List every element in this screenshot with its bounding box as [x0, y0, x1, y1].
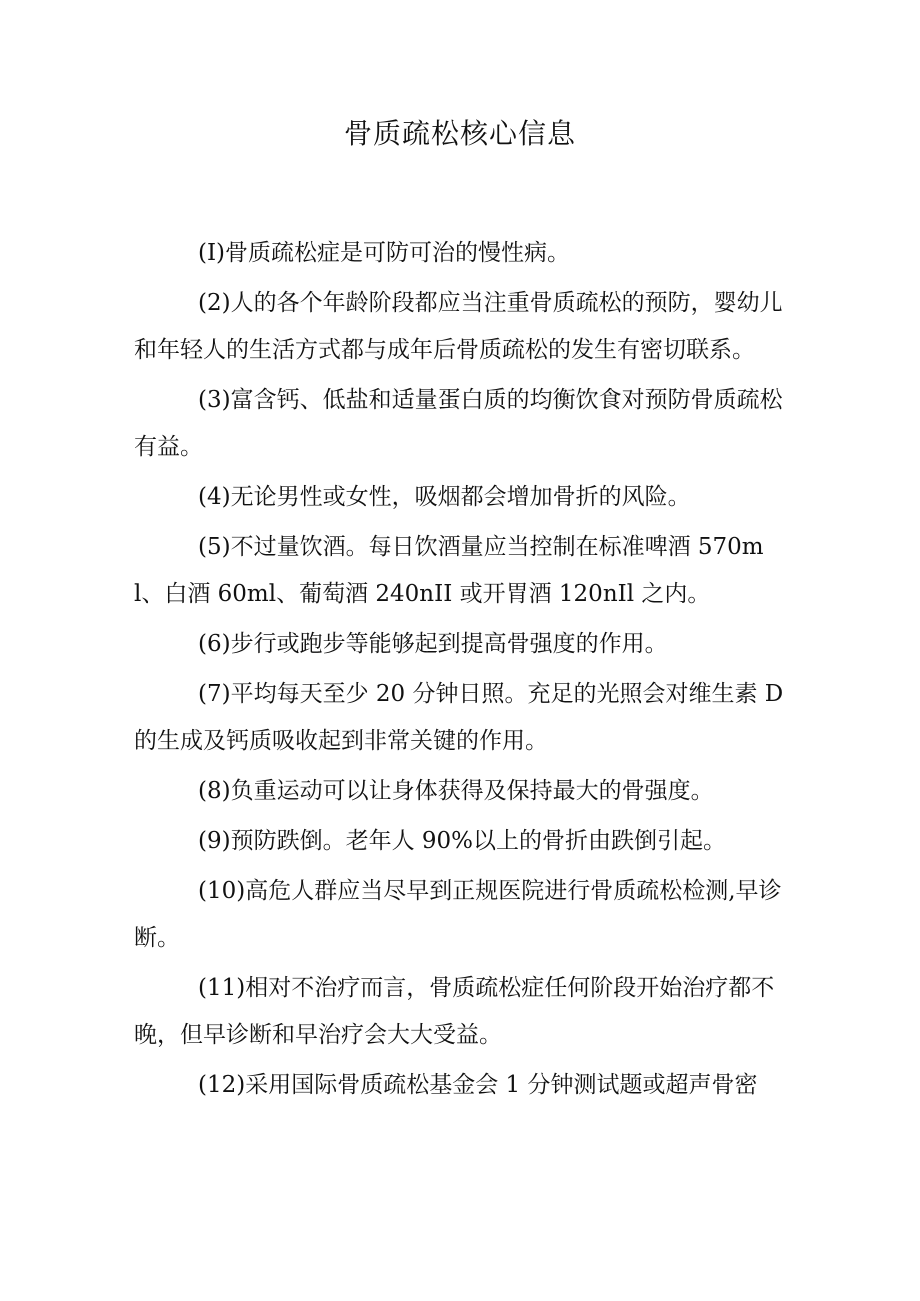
paragraph-2: (2)人的各个年龄阶段都应当注重骨质疏松的预防，婴幼儿和年轻人的生活方式都与成年后骨质疏松的发生有密切联系。	[134, 290, 783, 363]
paragraph-10: (10)高危人群应当尽早到正规医院进行骨质疏松检测,早诊断。	[134, 878, 782, 951]
paragraph-11: (11)相对不治疗而言，骨质疏松症任何阶段开始治疗都不晚，但早诊断和早治疗会大大受益。	[134, 975, 775, 1048]
paragraph-8: (8)负重运动可以让身体获得及保持最大的骨强度。	[198, 778, 714, 804]
paragraph-6: (6)步行或跑步等能够起到提高骨强度的作用。	[198, 631, 668, 657]
paragraph-4: (4)无论男性或女性，吸烟都会增加骨折的风险。	[198, 484, 691, 510]
document-body	[134, 230, 790, 1112]
paragraph-1: (I)骨质疏松症是可防可治的慢性病。	[198, 240, 571, 266]
paragraph-7: (7)平均每天至少 20 分钟日照。充足的光照会对维生素 D 的生成及钙质吸收起到非常关键的作用。	[134, 681, 784, 754]
paragraph-3: (3)富含钙、低盐和适量蛋白质的均衡饮食对预防骨质疏松有益。	[134, 387, 783, 460]
paragraph-9: (9)预防跌倒。老年人 90%以上的骨折由跌倒引起。	[198, 828, 727, 854]
paragraph-12: (12)采用国际骨质疏松基金会 1 分钟测试题或超声骨密	[198, 1072, 758, 1098]
document-title: 骨质疏松核心信息	[343, 117, 576, 150]
paragraph-5: (5)不过量饮酒。每日饮酒量应当控制在标准啤酒 570ml、白酒 60ml、葡萄酒 240nII 或开胃酒 120nIl 之内。	[134, 534, 764, 607]
